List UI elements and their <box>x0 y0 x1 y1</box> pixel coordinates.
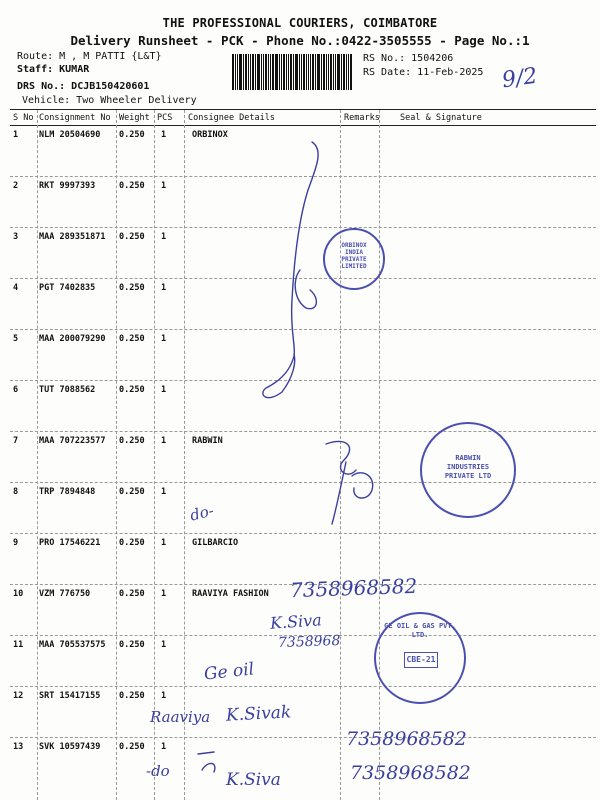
row-sno: 5 <box>13 334 19 344</box>
row-weight: 0.250 <box>119 436 145 446</box>
handwritten-name: K.Sivak <box>225 702 292 726</box>
handwritten-ge-oil: Ge oil <box>203 659 256 685</box>
handwritten-do: -do <box>146 762 170 780</box>
row-consignment: TRP 7894848 <box>39 487 96 497</box>
stamp-orbinox <box>323 228 385 290</box>
row-weight: 0.250 <box>119 283 145 293</box>
row-sno: 6 <box>13 385 19 395</box>
staff-label: Staff: KUMAR <box>17 64 90 75</box>
row-weight: 0.250 <box>119 385 145 395</box>
row-consignment: MAA 707223577 <box>39 436 106 446</box>
row-sno: 9 <box>13 538 19 548</box>
row-sno: 2 <box>13 181 19 191</box>
row-consignee: RAAVIYA FASHION <box>192 589 269 599</box>
row-sno: 8 <box>13 487 19 497</box>
row-consignment: SVK 10597439 <box>39 742 101 752</box>
column-header-seal: Seal & Signature <box>400 113 482 123</box>
handwritten-phone: 7358968582 <box>289 573 418 603</box>
row-weight: 0.250 <box>119 640 145 650</box>
handwritten-phone: 7358968582 <box>350 762 471 784</box>
handwritten-phone: 7358968582 <box>346 728 467 750</box>
row-pcs: 1 <box>161 487 167 497</box>
stamp-ge-oil <box>374 612 466 704</box>
row-sno: 12 <box>13 691 24 701</box>
stamp-center: CBE-21 <box>404 652 438 668</box>
row-pcs: 1 <box>161 640 167 650</box>
row-weight: 0.250 <box>119 742 145 752</box>
row-consignment: PRO 17546221 <box>39 538 101 548</box>
row-pcs: 1 <box>161 130 167 140</box>
row-weight: 0.250 <box>119 691 145 701</box>
row-consignment: PGT 7402835 <box>39 283 96 293</box>
row-weight: 0.250 <box>119 487 145 497</box>
row-consignment: VZM 776750 <box>39 589 91 599</box>
drs-number: DRS No.: DCJB150420601 <box>17 81 150 92</box>
row-pcs: 1 <box>161 742 167 752</box>
row-weight: 0.250 <box>119 181 145 191</box>
row-consignment: RKT 9997393 <box>39 181 96 191</box>
row-consignment: MAA 289351871 <box>39 232 106 242</box>
row-pcs: 1 <box>161 232 167 242</box>
route-label: Route: M , M PATTI {L&T} <box>17 51 162 62</box>
column-header-consignment: Consignment No <box>39 113 111 123</box>
handwritten-phone: 7358968 <box>277 632 341 652</box>
row-consignment: TUT 7088562 <box>39 385 96 395</box>
row-pcs: 1 <box>161 283 167 293</box>
stamp-rabwin <box>420 422 516 518</box>
row-sno: 4 <box>13 283 19 293</box>
stamp-text: GE OIL & GAS PVT. LTD. <box>384 622 456 639</box>
row-weight: 0.250 <box>119 538 145 548</box>
row-consignment: SRT 15417155 <box>39 691 101 701</box>
header-title: THE PROFESSIONAL COURIERS, COIMBATORE <box>162 16 438 30</box>
row-weight: 0.250 <box>119 334 145 344</box>
row-pcs: 1 <box>161 538 167 548</box>
stamp-text: ORBINOX INDIA PRIVATE LIMITED <box>341 242 367 270</box>
handwritten-page-mark: 9/2 <box>500 63 539 94</box>
column-header-remarks: Remarks <box>344 113 380 123</box>
row-sno: 1 <box>13 130 19 140</box>
row-consignee: ORBINOX <box>192 130 228 140</box>
handwritten-name: K.Siva <box>226 770 281 790</box>
column-header-sno: S No <box>13 113 34 123</box>
row-sno: 13 <box>13 742 24 752</box>
column-header-consignee: Consignee Details <box>188 113 275 123</box>
row-consignee: RABWIN <box>192 436 223 446</box>
row-consignment: MAA 200079290 <box>39 334 106 344</box>
row-consignment: MAA 705537575 <box>39 640 106 650</box>
column-header-pcs: PCS <box>157 113 173 123</box>
rs-date: RS Date: 11-Feb-2025 <box>363 67 484 78</box>
row-sno: 7 <box>13 436 19 446</box>
header-subtitle: Delivery Runsheet - PCK - Phone No.:0422-3505555 - Page No.:1 <box>70 33 530 48</box>
row-pcs: 1 <box>161 436 167 446</box>
vehicle-label: Vehicle: Two Wheeler Delivery <box>22 95 197 106</box>
row-pcs: 1 <box>161 589 167 599</box>
stamp-text: RABWIN INDUSTRIES PRIVATE LTD <box>444 454 492 480</box>
handwritten-raaviya: Raaviya <box>150 708 211 726</box>
row-sno: 11 <box>13 640 24 650</box>
row-weight: 0.250 <box>119 130 145 140</box>
row-consignment: NLM 20504690 <box>39 130 101 140</box>
row-weight: 0.250 <box>119 589 145 599</box>
handwritten-do: do- <box>188 501 216 525</box>
row-sno: 10 <box>13 589 24 599</box>
row-pcs: 1 <box>161 334 167 344</box>
row-pcs: 1 <box>161 385 167 395</box>
rs-number: RS No.: 1504206 <box>363 53 454 64</box>
handwritten-name: K.Siva <box>269 610 323 633</box>
column-header-weight: Weight <box>119 113 150 123</box>
row-consignee: GILBARCIO <box>192 538 239 548</box>
row-pcs: 1 <box>161 691 167 701</box>
row-sno: 3 <box>13 232 19 242</box>
row-weight: 0.250 <box>119 232 145 242</box>
row-pcs: 1 <box>161 181 167 191</box>
